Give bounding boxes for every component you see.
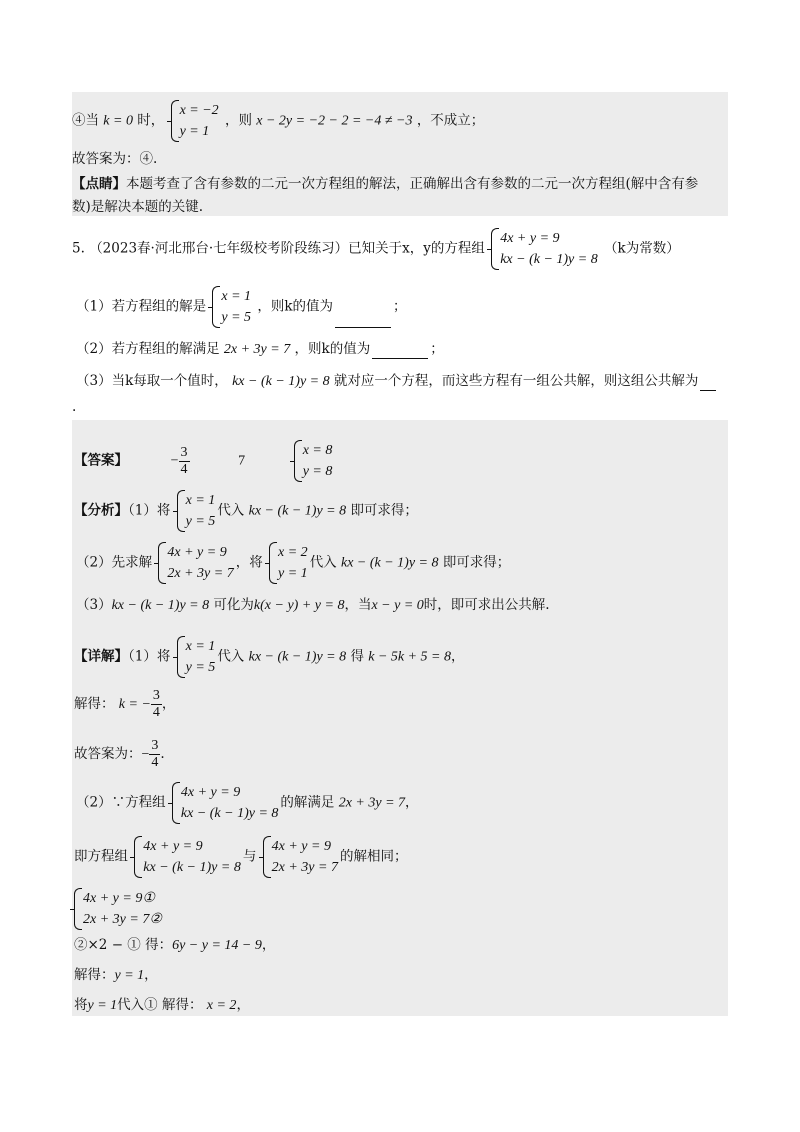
answer-blank-3	[700, 376, 716, 391]
problem-system: 4x + y = 9 kx − (k − 1)y = 8	[491, 228, 598, 270]
analysis-2-solution: x = 2 y = 1	[269, 542, 308, 584]
answer-1-line: 故答案为：− $\frac{3}{4}$ .	[74, 738, 165, 770]
conclusion-line: 故答案为：④.	[72, 151, 158, 167]
question-1: （1）若方程组的解是 x = 1 y = 5 ，则k的值为 ；	[76, 286, 407, 328]
problem-stem: 5. （2023春·河北邢台·七年级校考阶段练习）已知关于x，y的方程组 4x + y = 9 kx − (k − 1)y = 8 （k为常数）	[72, 228, 680, 270]
question-2: （2）若方程组的解满足 2x + 3y = 7 ，则k的值为 ；	[76, 341, 444, 357]
elimination-line: ②×2 − ① 得：6y − y = 14 − 9，	[74, 937, 276, 953]
solve-k: 解得： k = − $\frac{3}{4}$ ，	[74, 688, 176, 720]
comment-line-1: 【点睛】本题考查了含有参数的二元一次方程组的解法，正确解出含有参数的二元一次方程组(解中含有参	[72, 176, 699, 192]
numbered-system: 4x + y = 9① 2x + 3y = 7②	[74, 888, 162, 930]
answer-1-line-fraction: $\frac{3}{4}$	[151, 738, 159, 770]
analysis-1: 【分析】（1）将 x = 1 y = 5 代入 kx − (k − 1)y = 8 即可求得；	[74, 490, 418, 532]
question-3-end: .	[72, 399, 77, 415]
item4-line: ④当 k = 0 时， x = −2 y = 1 ，则 x − 2y = −2 − 2 = −4 ≠ −3 ，不成立；	[72, 100, 484, 142]
detail-1: 【详解】（1）将 x = 1 y = 5 代入 kx − (k − 1)y = 8 得 k − 5k + 5 = 8，	[74, 636, 465, 678]
same-system-1: 4x + y = 9 kx − (k − 1)y = 8	[134, 836, 241, 878]
same-system-2: 4x + y = 9 2x + 3y = 7	[263, 836, 338, 878]
item4-system: x = −2 y = 1	[171, 100, 219, 142]
q1-system: x = 1 y = 5	[212, 286, 251, 328]
analysis-1-system: x = 1 y = 5	[177, 490, 216, 532]
answer-line: 【答案】 − $\frac{3}{4}$ 7 x = 8 y = 8	[74, 440, 334, 482]
solve-y-line: 解得：y = 1，	[74, 967, 158, 983]
analysis-2: （2）先求解 4x + y = 9 2x + 3y = 7 ，将 x = 2 y = 1 代入 kx − (k − 1)y = 8 即可求得；	[76, 542, 510, 584]
answer-1-fraction: $\frac{3}{4}$	[180, 444, 188, 477]
analysis-3: （3）kx − (k − 1)y = 8 可化为k(x − y) + y = 8，当x − y = 0时，即可求出公共解.	[76, 597, 550, 613]
numbered-system-line	[72, 888, 164, 930]
detail-2: （2）∵方程组 4x + y = 9 kx − (k − 1)y = 8 的解满足 2x + 3y = 7，	[76, 782, 419, 824]
same-solution-line: 即方程组 4x + y = 9 kx − (k − 1)y = 8 与 4x + y = 9 2x + 3y = 7 的解相同；	[74, 836, 407, 878]
answer-blank-2	[372, 344, 428, 359]
substitute-line: 将y = 1代入① 解得： x = 2，	[74, 997, 250, 1013]
solve-k-fraction: $\frac{3}{4}$	[152, 688, 160, 720]
answer-3-system: x = 8 y = 8	[294, 440, 333, 482]
question-3: （3）当k每取一个值时， kx − (k − 1)y = 8 就对应一个方程，而这些方程有一组公共解，则这组公共解为	[76, 372, 718, 391]
analysis-2-system: 4x + y = 9 2x + 3y = 7	[158, 542, 233, 584]
detail-1-system: x = 1 y = 5	[177, 636, 216, 678]
answer-2: 7	[238, 453, 246, 469]
detail-2-system: 4x + y = 9 kx − (k − 1)y = 8	[172, 782, 279, 824]
comment-line-2: 数)是解决本题的关键.	[72, 199, 204, 215]
answer-blank-1	[335, 313, 391, 328]
